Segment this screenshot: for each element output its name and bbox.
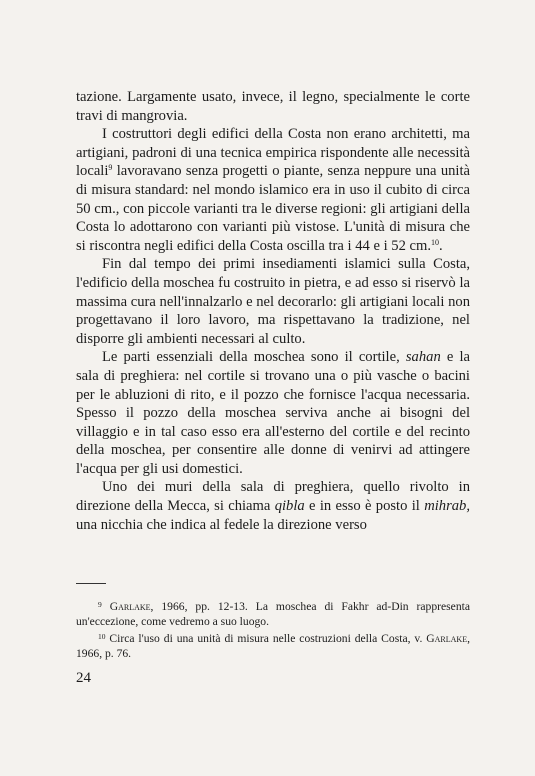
text-run: , 1966, p. 76. (76, 631, 470, 661)
footnote-ref: 10 (98, 631, 106, 641)
main-text (76, 88, 470, 534)
text-run: e in esso è posto il (304, 498, 425, 515)
footnote-ref: 9 (98, 600, 102, 609)
text-run: I costruttori degli edifici della Costa non erano architetti, ma artigiani, padroni di una tecnica empirica rispondente alle necessità locali (76, 126, 470, 180)
text-run: , 1966, pp. 12-13. La moschea di Fakhr ad-Din rappresenta un'eccezione, come vedremo a suo luogo. (76, 600, 470, 629)
text-run: Circa l'uso di una unità di misura nelle costruzioni della Costa, v. (105, 631, 427, 645)
paragraph (76, 478, 470, 534)
text-run: Le parti essenziali della moschea sono il cortile, (102, 349, 406, 366)
footnote-ref: 10 (431, 237, 440, 247)
text-run: una nicchia che indica al fedele la direzione verso (76, 516, 367, 533)
italic-term: mihrab, (424, 498, 470, 515)
footnote (76, 599, 470, 630)
text-run: Fin dal tempo dei primi insediamenti islamici sulla Costa, l'edificio della moschea fu costruito in pietra, e ad esso si riservò la massima cura nell'innalzarlo e nel decorarlo: gli artigiani locali non progettavano il loro lavoro, ma rispettavano la tradizione, nel disporre gli ambienti necessari al culto. (76, 256, 470, 347)
footnote (76, 631, 470, 662)
paragraph (76, 88, 470, 125)
footnote-ref: 9 (108, 163, 113, 173)
paragraph (76, 125, 470, 255)
footnotes (76, 599, 470, 662)
italic-term: qibla (274, 498, 305, 515)
footnote-separator (76, 583, 106, 584)
text-run: e la sala di preghiera: nel cortile si trovano una o più vasche o bacini per le abluzioni di rito, e il pozzo che fornisce l'acqua necessaria. Spesso il pozzo della moschea serviva anche ai bisogni del villaggio e in tal caso esso era all'esterno del cortile e del recinto della moschea, per consentire alle donne di venirvi ad attingere l'acqua per gli usi domestici. (76, 349, 471, 477)
text-run: . (439, 237, 443, 254)
text-run (102, 600, 110, 613)
text-run: lavoravano senza progetti o piante, senza neppure una unità di misura standard: nel mondo islamico era in uso il cubito di circa 50 cm., con piccole varianti tra le diverse regioni: gli artigiani della Costa lo adottarono con varianti più vistose. L'unità di misura che si riscontra negli edifici della Costa oscilla tra i 44 e i 52 cm. (76, 163, 470, 254)
page-number: 24 (76, 670, 91, 686)
paragraph (76, 255, 470, 348)
text-run: tazione. Largamente usato, invece, il legno, specialmente le corte travi di mangrovia. (76, 89, 470, 124)
author-name: Garlake (426, 631, 468, 645)
italic-term: sahan (405, 349, 441, 366)
author-name: Garlake (109, 600, 151, 613)
text-run: Uno dei muri della sala di preghiera, quello rivolto in direzione della Mecca, si chiama (76, 479, 470, 515)
paragraph (76, 348, 470, 478)
